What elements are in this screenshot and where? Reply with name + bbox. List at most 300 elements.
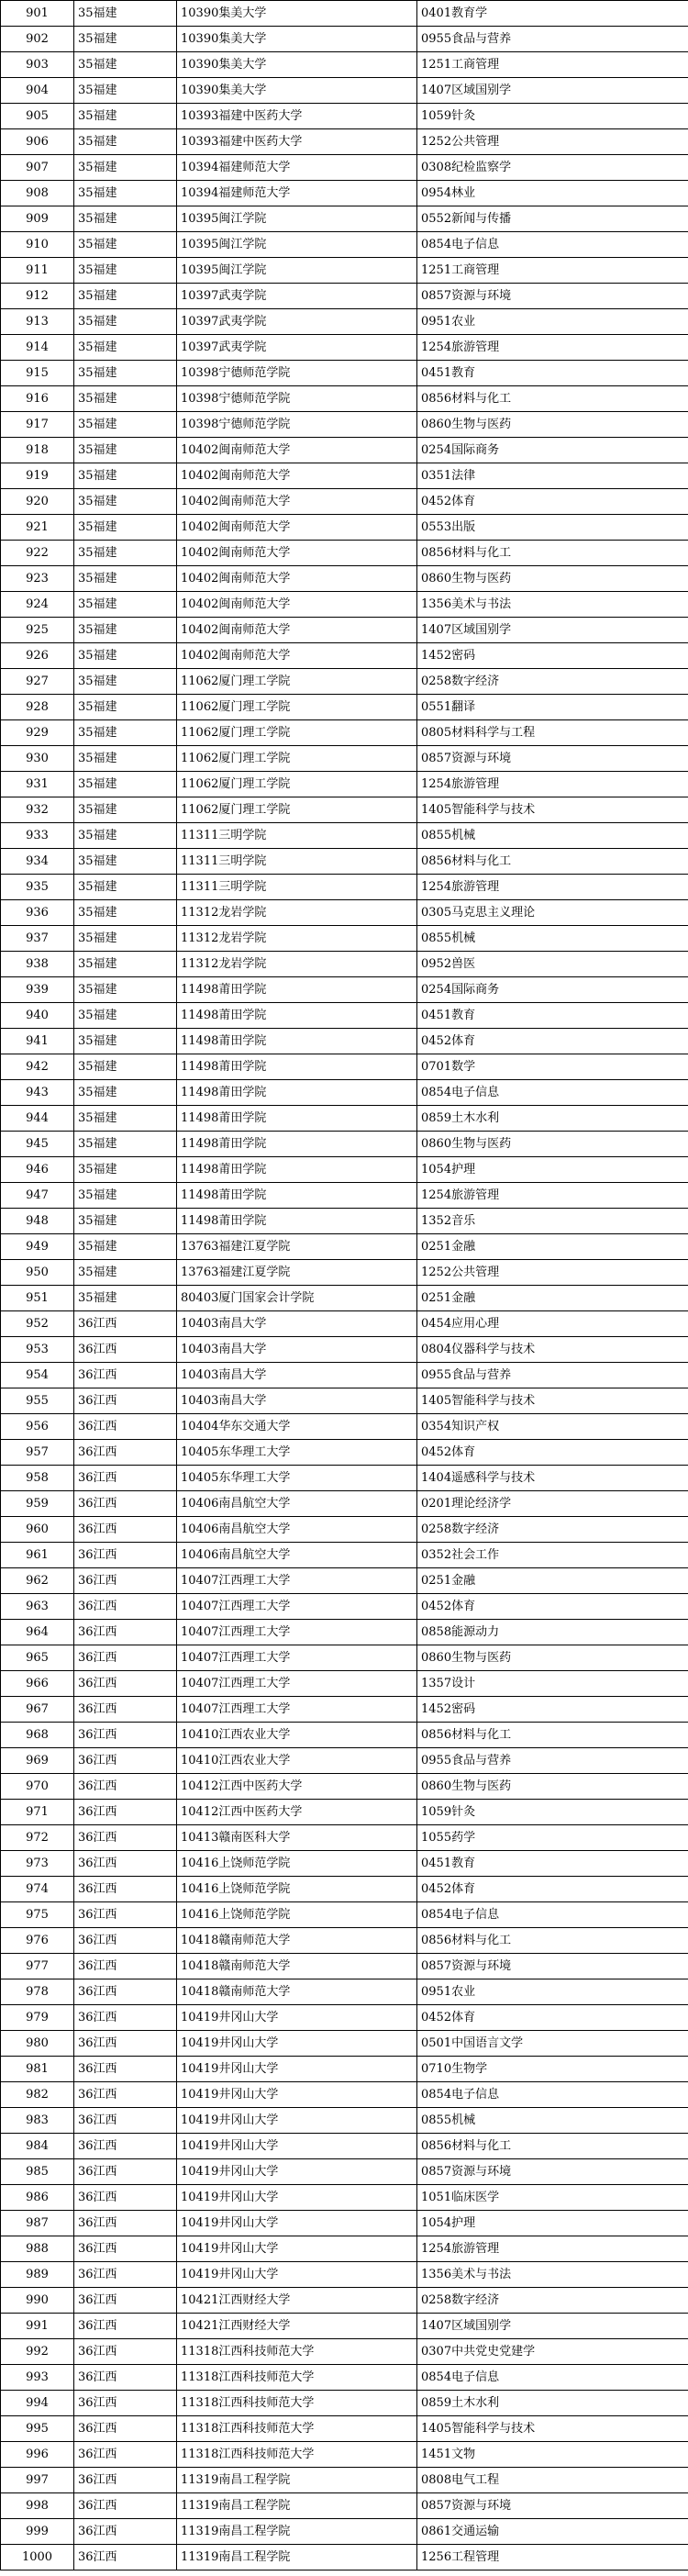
- table-row: [1, 618, 688, 643]
- table-row: [1, 1723, 688, 1748]
- table-row: [1, 2236, 688, 2262]
- discipline-cell: 0854电子信息: [417, 1902, 688, 1928]
- row-number-cell: 994: [1, 2391, 74, 2416]
- institution-cell: 10410江西农业大学: [177, 1748, 417, 1774]
- discipline-cell: 0951农业: [417, 1979, 688, 2005]
- table-row: [1, 386, 688, 412]
- province-cell: 36江西: [74, 1517, 177, 1543]
- table-row: [1, 772, 688, 797]
- row-number-cell: 936: [1, 900, 74, 926]
- table-row: [1, 1311, 688, 1337]
- discipline-cell: 0452体育: [417, 2005, 688, 2031]
- discipline-cell: 0451教育: [417, 361, 688, 386]
- discipline-cell: 1405智能科学与技术: [417, 1388, 688, 1414]
- table-row: [1, 1003, 688, 1029]
- row-number-cell: 963: [1, 1594, 74, 1620]
- table-row: [1, 2365, 688, 2391]
- province-cell: 36江西: [74, 1800, 177, 1825]
- discipline-cell: 0452体育: [417, 1029, 688, 1054]
- discipline-cell: 0553出版: [417, 515, 688, 541]
- discipline-cell: 0855机械: [417, 823, 688, 849]
- row-number-cell: 990: [1, 2288, 74, 2314]
- institution-cell: 11062厦门理工学院: [177, 797, 417, 823]
- institution-cell: 10407江西理工大学: [177, 1697, 417, 1723]
- discipline-cell: 0955食品与营养: [417, 27, 688, 52]
- province-cell: 36江西: [74, 2391, 177, 2416]
- institution-cell: 11319南昌工程学院: [177, 2493, 417, 2519]
- discipline-cell: 0805材料科学与工程: [417, 720, 688, 746]
- province-cell: 36江西: [74, 1825, 177, 1851]
- discipline-cell: 0857资源与环境: [417, 1954, 688, 1979]
- row-number-cell: 971: [1, 1800, 74, 1825]
- row-number-cell: 992: [1, 2339, 74, 2365]
- row-number-cell: 935: [1, 875, 74, 900]
- province-cell: 36江西: [74, 1388, 177, 1414]
- table-row: [1, 1260, 688, 1286]
- table-row: [1, 232, 688, 258]
- discipline-cell: 0452体育: [417, 1440, 688, 1466]
- discipline-cell: 0701数学: [417, 1054, 688, 1080]
- institution-cell: 10406南昌航空大学: [177, 1491, 417, 1517]
- institution-cell: 10403南昌大学: [177, 1311, 417, 1337]
- institution-cell: 10398宁德师范学院: [177, 412, 417, 438]
- institution-cell: 10395闽江学院: [177, 258, 417, 284]
- table-row: [1, 2288, 688, 2314]
- province-cell: 36江西: [74, 2236, 177, 2262]
- table-row: [1, 1157, 688, 1183]
- discipline-cell: 0859土木水利: [417, 2391, 688, 2416]
- discipline-cell: 0551翻译: [417, 695, 688, 720]
- province-cell: 35福建: [74, 592, 177, 618]
- institution-cell: 10402闽南师范大学: [177, 618, 417, 643]
- row-number-cell: 924: [1, 592, 74, 618]
- discipline-cell: 0351法律: [417, 463, 688, 489]
- table-row: [1, 1106, 688, 1132]
- province-cell: 36江西: [74, 1723, 177, 1748]
- province-cell: 35福建: [74, 695, 177, 720]
- institution-cell: 10403南昌大学: [177, 1337, 417, 1363]
- discipline-cell: 0856材料与化工: [417, 1928, 688, 1954]
- discipline-cell: 1452密码: [417, 643, 688, 669]
- province-cell: 36江西: [74, 2339, 177, 2365]
- row-number-cell: 956: [1, 1414, 74, 1440]
- discipline-cell: 0254国际商务: [417, 977, 688, 1003]
- row-number-cell: 926: [1, 643, 74, 669]
- discipline-cell: 0857资源与环境: [417, 2493, 688, 2519]
- row-number-cell: 913: [1, 309, 74, 335]
- table-row: [1, 2416, 688, 2442]
- table-row: [1, 1466, 688, 1491]
- institution-cell: 10403南昌大学: [177, 1363, 417, 1388]
- institution-cell: 11318江西科技师范大学: [177, 2339, 417, 2365]
- province-cell: 36江西: [74, 2185, 177, 2211]
- institution-cell: 11062厦门理工学院: [177, 720, 417, 746]
- province-cell: 35福建: [74, 1209, 177, 1234]
- discipline-cell: 0307中共党史党建学: [417, 2339, 688, 2365]
- institution-cell: 11498莆田学院: [177, 1080, 417, 1106]
- institution-cell: 10406南昌航空大学: [177, 1517, 417, 1543]
- row-number-cell: 946: [1, 1157, 74, 1183]
- province-cell: 36江西: [74, 2005, 177, 2031]
- table-row: [1, 849, 688, 875]
- province-cell: 35福建: [74, 309, 177, 335]
- row-number-cell: 989: [1, 2262, 74, 2288]
- discipline-cell: 0854电子信息: [417, 2082, 688, 2108]
- table-row: [1, 1928, 688, 1954]
- discipline-cell: 0854电子信息: [417, 232, 688, 258]
- province-cell: 36江西: [74, 2031, 177, 2057]
- province-cell: 36江西: [74, 1902, 177, 1928]
- province-cell: 36江西: [74, 1851, 177, 1877]
- table-row: [1, 1286, 688, 1311]
- row-number-cell: 941: [1, 1029, 74, 1054]
- row-number-cell: 984: [1, 2134, 74, 2159]
- institution-cell: 10393福建中医药大学: [177, 129, 417, 155]
- row-number-cell: 930: [1, 746, 74, 772]
- province-cell: 36江西: [74, 2134, 177, 2159]
- discipline-cell: 0354知识产权: [417, 1414, 688, 1440]
- province-cell: 35福建: [74, 746, 177, 772]
- discipline-cell: 0860生物与医药: [417, 1132, 688, 1157]
- discipline-cell: 0952兽医: [417, 952, 688, 977]
- row-number-cell: 955: [1, 1388, 74, 1414]
- row-number-cell: 909: [1, 206, 74, 232]
- row-number-cell: 968: [1, 1723, 74, 1748]
- row-number-cell: 939: [1, 977, 74, 1003]
- row-number-cell: 910: [1, 232, 74, 258]
- discipline-cell: 0254国际商务: [417, 438, 688, 463]
- discipline-cell: 0856材料与化工: [417, 2134, 688, 2159]
- institution-cell: 11062厦门理工学院: [177, 669, 417, 695]
- row-number-cell: 949: [1, 1234, 74, 1260]
- row-number-cell: 1000: [1, 2545, 74, 2570]
- province-cell: 36江西: [74, 2159, 177, 2185]
- province-cell: 35福建: [74, 386, 177, 412]
- discipline-cell: 0804仪器科学与技术: [417, 1337, 688, 1363]
- row-number-cell: 923: [1, 566, 74, 592]
- table-row: [1, 797, 688, 823]
- table-row: [1, 746, 688, 772]
- row-number-cell: 911: [1, 258, 74, 284]
- table-row: [1, 1748, 688, 1774]
- institution-cell: 11498莆田学院: [177, 1054, 417, 1080]
- discipline-cell: 1252公共管理: [417, 129, 688, 155]
- institution-cell: 11319南昌工程学院: [177, 2468, 417, 2493]
- discipline-cell: 1059针灸: [417, 104, 688, 129]
- table-row: [1, 2185, 688, 2211]
- institution-cell: 10406南昌航空大学: [177, 1543, 417, 1568]
- institution-cell: 10395闽江学院: [177, 232, 417, 258]
- table-row: [1, 1414, 688, 1440]
- row-number-cell: 932: [1, 797, 74, 823]
- discipline-cell: 1356美术与书法: [417, 592, 688, 618]
- row-number-cell: 973: [1, 1851, 74, 1877]
- table-row: [1, 2314, 688, 2339]
- table-row: [1, 2493, 688, 2519]
- province-cell: 35福建: [74, 669, 177, 695]
- table-row: [1, 1517, 688, 1543]
- institution-cell: 10416上饶师范学院: [177, 1877, 417, 1902]
- institution-cell: 10390集美大学: [177, 78, 417, 104]
- row-number-cell: 969: [1, 1748, 74, 1774]
- discipline-cell: 1054护理: [417, 1157, 688, 1183]
- institution-cell: 10413赣南医科大学: [177, 1825, 417, 1851]
- table-row: [1, 669, 688, 695]
- table-row: [1, 1851, 688, 1877]
- province-cell: 36江西: [74, 1774, 177, 1800]
- row-number-cell: 962: [1, 1568, 74, 1594]
- institution-cell: 10412江西中医药大学: [177, 1774, 417, 1800]
- institution-cell: 11498莆田学院: [177, 1003, 417, 1029]
- table-row: [1, 1697, 688, 1723]
- province-cell: 35福建: [74, 1106, 177, 1132]
- province-cell: 36江西: [74, 2416, 177, 2442]
- discipline-cell: 0452体育: [417, 489, 688, 515]
- province-cell: 35福建: [74, 977, 177, 1003]
- discipline-cell: 1407区域国别学: [417, 618, 688, 643]
- institution-cell: 80403厦门国家会计学院: [177, 1286, 417, 1311]
- province-cell: 36江西: [74, 1491, 177, 1517]
- table-row: [1, 977, 688, 1003]
- discipline-cell: 0860生物与医药: [417, 566, 688, 592]
- table-row: [1, 720, 688, 746]
- table-row: [1, 592, 688, 618]
- province-cell: 36江西: [74, 2057, 177, 2082]
- discipline-cell: 0860生物与医药: [417, 1774, 688, 1800]
- province-cell: 35福建: [74, 489, 177, 515]
- institution-cell: 11498莆田学院: [177, 1157, 417, 1183]
- institution-cell: 10390集美大学: [177, 27, 417, 52]
- institution-cell: 10418赣南师范大学: [177, 1928, 417, 1954]
- discipline-cell: 0258数字经济: [417, 2288, 688, 2314]
- province-cell: 36江西: [74, 2545, 177, 2570]
- table-row: [1, 104, 688, 129]
- province-cell: 35福建: [74, 258, 177, 284]
- table-row: [1, 284, 688, 309]
- discipline-cell: 0855机械: [417, 2108, 688, 2134]
- province-cell: 35福建: [74, 823, 177, 849]
- table-row: [1, 1132, 688, 1157]
- row-number-cell: 995: [1, 2416, 74, 2442]
- table-row: [1, 1671, 688, 1697]
- institution-cell: 11318江西科技师范大学: [177, 2416, 417, 2442]
- row-number-cell: 983: [1, 2108, 74, 2134]
- province-cell: 36江西: [74, 2314, 177, 2339]
- discipline-cell: 0451教育: [417, 1851, 688, 1877]
- province-cell: 36江西: [74, 1877, 177, 1902]
- table-row: [1, 2031, 688, 2057]
- row-number-cell: 933: [1, 823, 74, 849]
- institution-cell: 11311三明学院: [177, 875, 417, 900]
- institution-cell: 10402闽南师范大学: [177, 489, 417, 515]
- institution-cell: 10407江西理工大学: [177, 1671, 417, 1697]
- institution-cell: 11318江西科技师范大学: [177, 2391, 417, 2416]
- province-cell: 36江西: [74, 1440, 177, 1466]
- row-number-cell: 950: [1, 1260, 74, 1286]
- province-cell: 36江西: [74, 1363, 177, 1388]
- institution-cell: 11062厦门理工学院: [177, 772, 417, 797]
- institution-cell: 10419井冈山大学: [177, 2082, 417, 2108]
- table-row: [1, 1337, 688, 1363]
- table-row: [1, 2211, 688, 2236]
- table-row: [1, 2519, 688, 2545]
- table-row: [1, 129, 688, 155]
- discipline-cell: 1352音乐: [417, 1209, 688, 1234]
- discipline-cell: 1404遥感科学与技术: [417, 1466, 688, 1491]
- discipline-cell: 1054护理: [417, 2211, 688, 2236]
- row-number-cell: 938: [1, 952, 74, 977]
- row-number-cell: 922: [1, 541, 74, 566]
- province-cell: 35福建: [74, 541, 177, 566]
- discipline-cell: 0860生物与医药: [417, 412, 688, 438]
- discipline-cell: 0258数字经济: [417, 1517, 688, 1543]
- row-number-cell: 958: [1, 1466, 74, 1491]
- discipline-cell: 0454应用心理: [417, 1311, 688, 1337]
- institution-cell: 10405东华理工大学: [177, 1466, 417, 1491]
- province-cell: 35福建: [74, 875, 177, 900]
- institution-cell: 11318江西科技师范大学: [177, 2365, 417, 2391]
- institution-cell: 10419井冈山大学: [177, 2108, 417, 2134]
- province-cell: 35福建: [74, 1029, 177, 1054]
- table-row: [1, 1, 688, 27]
- institution-cell: 10402闽南师范大学: [177, 438, 417, 463]
- province-cell: 36江西: [74, 2365, 177, 2391]
- province-cell: 36江西: [74, 2262, 177, 2288]
- institution-cell: 13763福建江夏学院: [177, 1260, 417, 1286]
- institution-cell: 10412江西中医药大学: [177, 1800, 417, 1825]
- province-cell: 36江西: [74, 2082, 177, 2108]
- discipline-cell: 0951农业: [417, 309, 688, 335]
- row-number-cell: 914: [1, 335, 74, 361]
- institution-cell: 10402闽南师范大学: [177, 566, 417, 592]
- province-cell: 35福建: [74, 181, 177, 206]
- institution-cell: 10403南昌大学: [177, 1388, 417, 1414]
- institution-cell: 11319南昌工程学院: [177, 2545, 417, 2570]
- row-number-cell: 961: [1, 1543, 74, 1568]
- institution-cell: 11311三明学院: [177, 823, 417, 849]
- institution-cell: 11498莆田学院: [177, 1132, 417, 1157]
- discipline-cell: 1407区域国别学: [417, 2314, 688, 2339]
- province-cell: 36江西: [74, 1620, 177, 1645]
- table-row: [1, 2159, 688, 2185]
- discipline-cell: 1251工商管理: [417, 258, 688, 284]
- row-number-cell: 944: [1, 1106, 74, 1132]
- discipline-cell: 0856材料与化工: [417, 386, 688, 412]
- table-row: [1, 361, 688, 386]
- institution-cell: 10404华东交通大学: [177, 1414, 417, 1440]
- province-cell: 35福建: [74, 155, 177, 181]
- table-row: [1, 952, 688, 977]
- province-cell: 35福建: [74, 720, 177, 746]
- table-row: [1, 2262, 688, 2288]
- row-number-cell: 928: [1, 695, 74, 720]
- table-row: [1, 2442, 688, 2468]
- institution-cell: 10407江西理工大学: [177, 1620, 417, 1645]
- province-cell: 35福建: [74, 515, 177, 541]
- province-cell: 35福建: [74, 900, 177, 926]
- table-row: [1, 1054, 688, 1080]
- discipline-cell: 1254旅游管理: [417, 335, 688, 361]
- discipline-cell: 0452体育: [417, 1877, 688, 1902]
- table-row: [1, 875, 688, 900]
- province-cell: 36江西: [74, 1954, 177, 1979]
- province-cell: 36江西: [74, 1311, 177, 1337]
- discipline-cell: 1251工商管理: [417, 52, 688, 78]
- table-row: [1, 1183, 688, 1209]
- institution-cell: 10394福建师范大学: [177, 181, 417, 206]
- row-number-cell: 903: [1, 52, 74, 78]
- province-cell: 36江西: [74, 2288, 177, 2314]
- province-cell: 36江西: [74, 2211, 177, 2236]
- table-row: [1, 1620, 688, 1645]
- province-cell: 35福建: [74, 849, 177, 875]
- row-number-cell: 959: [1, 1491, 74, 1517]
- row-number-cell: 988: [1, 2236, 74, 2262]
- table-row: [1, 27, 688, 52]
- row-number-cell: 972: [1, 1825, 74, 1851]
- row-number-cell: 925: [1, 618, 74, 643]
- institution-cell: 11062厦门理工学院: [177, 695, 417, 720]
- discipline-cell: 0251金融: [417, 1286, 688, 1311]
- institution-cell: 10397武夷学院: [177, 284, 417, 309]
- row-number-cell: 908: [1, 181, 74, 206]
- discipline-cell: 0857资源与环境: [417, 2159, 688, 2185]
- row-number-cell: 937: [1, 926, 74, 952]
- province-cell: 35福建: [74, 1080, 177, 1106]
- table-row: [1, 412, 688, 438]
- discipline-cell: 1055药学: [417, 1825, 688, 1851]
- province-cell: 35福建: [74, 797, 177, 823]
- province-cell: 35福建: [74, 772, 177, 797]
- discipline-cell: 0710生物学: [417, 2057, 688, 2082]
- row-number-cell: 977: [1, 1954, 74, 1979]
- row-number-cell: 997: [1, 2468, 74, 2493]
- institution-cell: 10402闽南师范大学: [177, 541, 417, 566]
- institution-cell: 10398宁德师范学院: [177, 386, 417, 412]
- row-number-cell: 940: [1, 1003, 74, 1029]
- institution-cell: 10402闽南师范大学: [177, 515, 417, 541]
- row-number-cell: 979: [1, 2005, 74, 2031]
- discipline-cell: 1252公共管理: [417, 1260, 688, 1286]
- row-number-cell: 996: [1, 2442, 74, 2468]
- table-row: [1, 52, 688, 78]
- institution-cell: 10402闽南师范大学: [177, 643, 417, 669]
- discipline-cell: 1254旅游管理: [417, 1183, 688, 1209]
- institution-cell: 10416上饶师范学院: [177, 1851, 417, 1877]
- discipline-cell: 0201理论经济学: [417, 1491, 688, 1517]
- discipline-cell: 1407区域国别学: [417, 78, 688, 104]
- institution-cell: 10421江西财经大学: [177, 2288, 417, 2314]
- discipline-cell: 1059针灸: [417, 1800, 688, 1825]
- province-cell: 35福建: [74, 232, 177, 258]
- discipline-cell: 0856材料与化工: [417, 541, 688, 566]
- institution-cell: 10402闽南师范大学: [177, 592, 417, 618]
- table-row: [1, 1388, 688, 1414]
- row-number-cell: 917: [1, 412, 74, 438]
- institution-cell: 10394福建师范大学: [177, 155, 417, 181]
- institution-cell: 10419井冈山大学: [177, 2159, 417, 2185]
- row-number-cell: 976: [1, 1928, 74, 1954]
- province-cell: 35福建: [74, 1003, 177, 1029]
- row-number-cell: 942: [1, 1054, 74, 1080]
- table-row: [1, 515, 688, 541]
- table-row: [1, 541, 688, 566]
- table-row: [1, 926, 688, 952]
- institution-cell: 10418赣南师范大学: [177, 1954, 417, 1979]
- row-number-cell: 921: [1, 515, 74, 541]
- institution-cell: 10402闽南师范大学: [177, 463, 417, 489]
- table-row: [1, 1568, 688, 1594]
